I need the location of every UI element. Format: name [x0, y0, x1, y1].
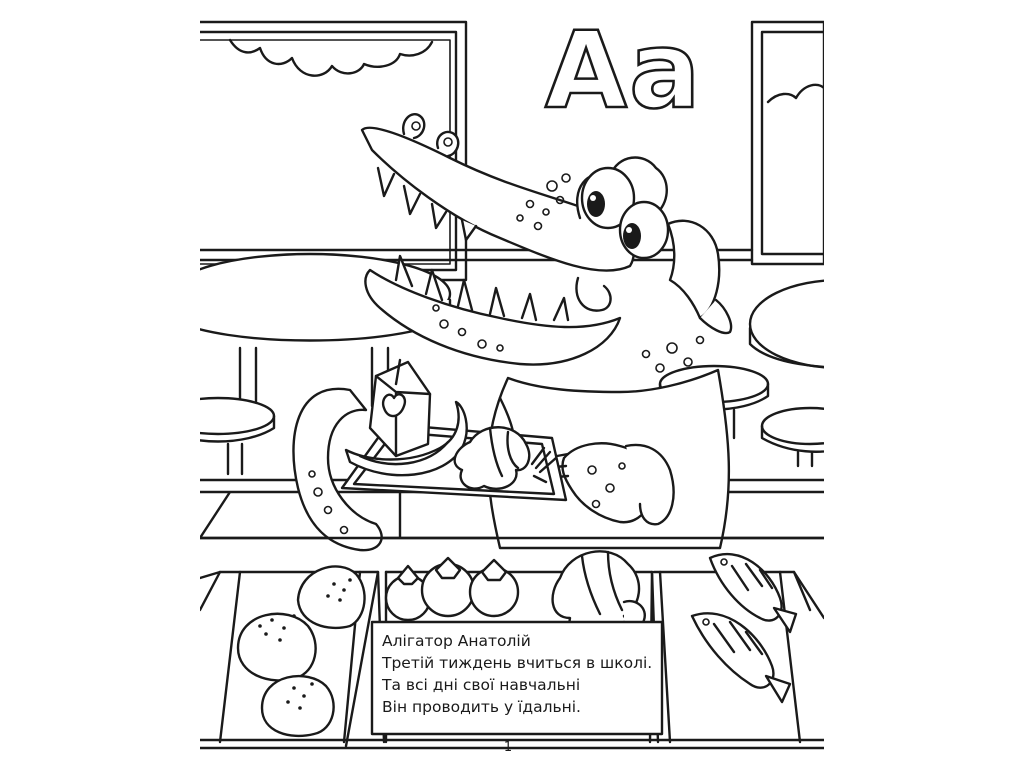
background-stool-left	[200, 398, 274, 474]
background-stool-right	[762, 408, 824, 466]
poem-line: Третій тиждень вчиться в школі.	[382, 654, 653, 672]
tomatoes	[386, 558, 518, 620]
poem-line: Та всі дні свої навчальні	[382, 676, 581, 694]
coloring-page	[200, 18, 824, 768]
bread-buns	[238, 566, 365, 735]
poem-line: Алігатор Анатолій	[382, 632, 531, 650]
page-number: 1	[503, 740, 513, 755]
poem-text	[382, 630, 682, 718]
poem-line: Він проводить у їдальні.	[382, 698, 581, 716]
background-table-right	[750, 280, 824, 368]
alphabet-letter-heading: Aa	[545, 18, 703, 132]
right-window	[752, 22, 824, 264]
